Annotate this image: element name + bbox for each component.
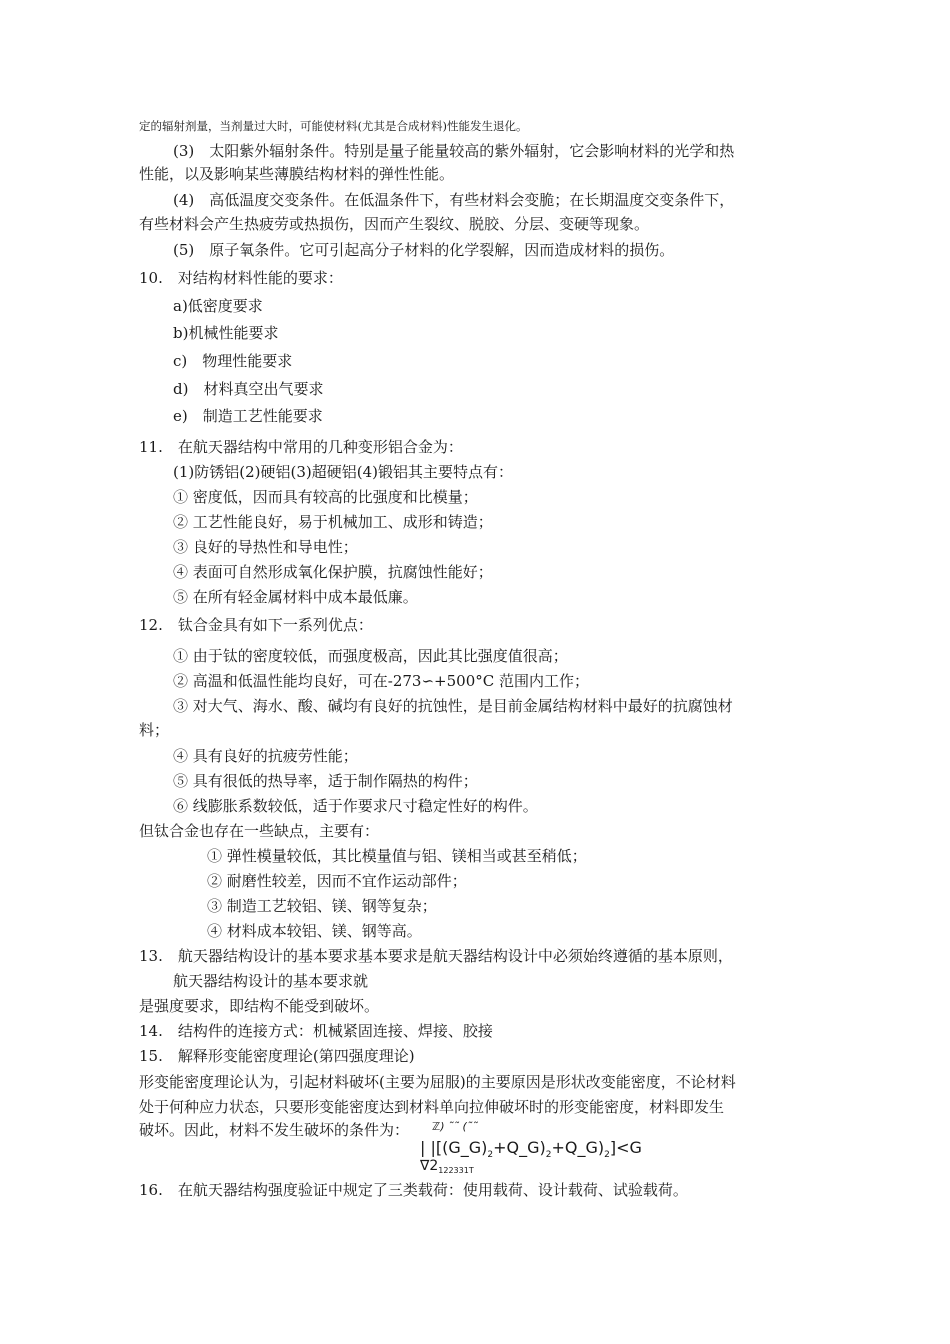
text-line: (1)防锈铝(2)硬铝(3)超硬铝(4)锻铝其主要特点有：	[173, 463, 513, 481]
section-heading: 15. 解释形变能密度理论(第四强度理论)	[139, 1047, 415, 1065]
formula-root	[420, 1156, 474, 1178]
root-symbol: ∇2	[420, 1158, 439, 1174]
list-item: c) 物理性能要求	[173, 352, 293, 370]
section-heading: 14. 结构件的连接方式：机械紧固连接、焊接、胶接	[139, 1022, 493, 1040]
list-item: ③ 制造工艺较铝、镁、钢等复杂；	[207, 897, 437, 915]
formula-superscript: ℤ) ˜˜ (˜˜	[432, 1120, 478, 1133]
section-heading: 10. 对结构材料性能的要求：	[139, 269, 343, 287]
text-line: 处于何种应力状态，只要形变能密度达到材料单向拉伸破坏时的形变能密度，材料即发生	[139, 1098, 725, 1116]
section-heading: 13. 航天器结构设计的基本要求基本要求是航天器结构设计中必须始终遵循的基本原则，	[139, 947, 733, 965]
formula-part: +Q_G)	[493, 1138, 546, 1157]
list-item: e) 制造工艺性能要求	[173, 407, 323, 425]
list-item: b)机械性能要求	[173, 324, 279, 342]
text-line: 但钛合金也存在一些缺点，主要有：	[139, 822, 380, 840]
formula-part: | |[(G_G)	[420, 1138, 488, 1157]
list-item: ① 密度低，因而具有较高的比强度和比模量；	[173, 488, 478, 506]
list-item: ④ 具有良好的抗疲劳性能；	[173, 747, 358, 765]
text-line: (5) 原子氧条件。它可引起高分子材料的化学裂解，因而造成材料的损伤。	[173, 241, 675, 259]
section-heading: 11. 在航天器结构中常用的几种变形铝合金为：	[139, 438, 463, 456]
list-item: d) 材料真空出气要求	[173, 380, 324, 398]
text-line: 是强度要求，即结构不能受到破坏。	[139, 997, 380, 1015]
list-item: a)低密度要求	[173, 297, 263, 315]
list-item: ③ 对大气、海水、酸、碱均有良好的抗蚀性，是目前金属结构材料中最好的抗腐蚀材	[173, 697, 733, 715]
list-item: ⑤ 具有很低的热导率，适于制作隔热的构件；	[173, 772, 478, 790]
formula-exponent: 2	[604, 1150, 610, 1160]
list-item: ① 由于钛的密度较低，而强度极高，因此其比强度值很高；	[173, 647, 568, 665]
formula-part: ]<G	[609, 1138, 642, 1157]
list-item: ① 弹性模量较低，其比模量值与铝、镁相当或甚至稍低；	[207, 847, 587, 865]
text-line: 破坏。因此，材料不发生破坏的条件为：	[139, 1121, 410, 1139]
text-line: 性能，以及影响某些薄膜结构材料的弹性性能。	[139, 165, 455, 183]
text-line: (4) 高低温度交变条件。在低温条件下，有些材料会变脆；在长期温度交变条件下，	[173, 191, 735, 209]
root-index: 122331T	[438, 1166, 474, 1175]
list-item: ⑥ 线膨胀系数较低，适于作要求尺寸稳定性好的构件。	[173, 797, 538, 815]
list-item: ③ 良好的导热性和导电性；	[173, 538, 358, 556]
text-line: 定的辐射剂量，当剂量过大时，可能使材料(尤其是合成材料)性能发生退化。	[139, 119, 528, 133]
list-item: ④ 材料成本较铝、镁、钢等高。	[207, 922, 422, 940]
text-line: 航天器结构设计的基本要求就	[173, 972, 369, 990]
list-item: ② 耐磨性较差，因而不宜作运动部件；	[207, 872, 467, 890]
list-item: ⑤ 在所有轻金属材料中成本最低廉。	[173, 588, 418, 606]
section-heading: 12. 钛合金具有如下一系列优点：	[139, 616, 373, 634]
formula-exponent: 2	[487, 1150, 494, 1160]
formula-exponent: 2	[545, 1150, 552, 1160]
list-item: ② 高温和低温性能均良好，可在-273∽+500°C 范围内工作；	[173, 672, 589, 690]
text-line: 料；	[139, 721, 170, 739]
text-line: 形变能密度理论认为，引起材料破坏(主要为屈服)的主要原因是形状改变能密度，不论材料	[139, 1073, 736, 1091]
list-item: ④ 表面可自然形成氧化保护膜，抗腐蚀性能好；	[173, 563, 493, 581]
text-line: (3) 太阳紫外辐射条件。特别是量子能量较高的紫外辐射，它会影响材料的光学和热	[173, 142, 735, 160]
list-item: ② 工艺性能良好，易于机械加工、成形和铸造；	[173, 513, 493, 531]
formula-part: +Q_G)	[551, 1138, 605, 1157]
text-line: 有些材料会产生热疲劳或热损伤，因而产生裂纹、脱胶、分层、变硬等现象。	[139, 215, 650, 233]
section-heading: 16. 在航天器结构强度验证中规定了三类载荷：使用载荷、设计载荷、试验载荷。	[139, 1181, 688, 1199]
